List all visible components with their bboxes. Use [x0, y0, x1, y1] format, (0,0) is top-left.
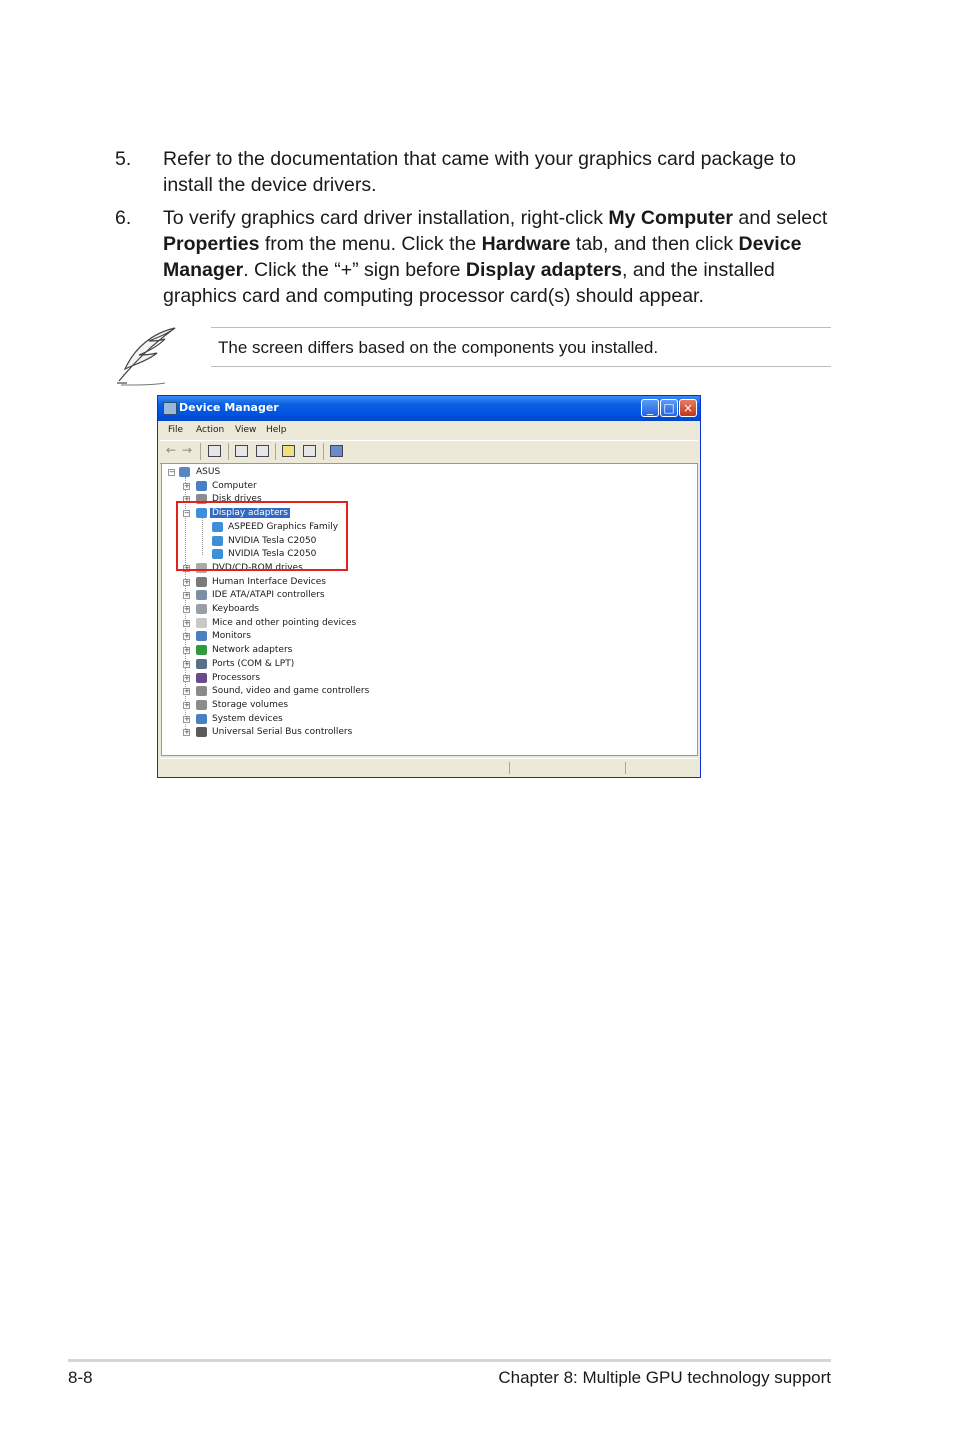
status-cell [625, 762, 694, 774]
menu-view[interactable]: View [235, 425, 257, 435]
expand-icon[interactable]: + [184, 563, 190, 572]
device-icon [196, 727, 207, 737]
tree-item-label: Ports (COM & LPT) [212, 658, 295, 669]
tree-item-label: Display adapters [212, 508, 288, 519]
bold-term: Properties [163, 233, 260, 255]
maximize-button[interactable]: □ [660, 399, 678, 417]
footer-rule [68, 1359, 831, 1362]
forward-arrow-icon[interactable]: → [182, 443, 193, 457]
tree-item-label: Processors [212, 672, 261, 683]
step-number: 5. [115, 148, 132, 170]
expand-icon[interactable]: + [184, 495, 190, 504]
text-segment: , and the installed graphics card and computing processor card(s) should appear. [163, 259, 775, 307]
tree-item-label: Computer [212, 480, 257, 491]
text-segment: . Click the “+” sign before [243, 259, 466, 281]
menu-bar [160, 421, 698, 439]
status-cell [509, 762, 620, 774]
device-icon [196, 700, 207, 710]
expand-icon[interactable]: + [184, 687, 190, 696]
text-segment: tab, and then click [570, 233, 739, 255]
expand-icon[interactable]: + [184, 714, 190, 723]
properties-icon[interactable] [235, 445, 248, 457]
device-icon [196, 631, 207, 641]
tree-item-label: ASPEED Graphics Family [228, 521, 339, 532]
scan-hardware-icon[interactable] [330, 445, 343, 457]
menu-help[interactable]: Help [266, 425, 287, 435]
toolbar-separator [228, 443, 229, 460]
tree-item-label: Human Interface Devices [212, 576, 326, 587]
step-text [163, 205, 835, 309]
expand-icon[interactable]: + [184, 659, 190, 668]
window-title: Device Manager [179, 401, 279, 414]
expand-icon[interactable]: + [184, 700, 190, 709]
tree-item-label: NVIDIA Tesla C2050 [228, 549, 317, 560]
bold-term: Device Manager [163, 233, 802, 281]
device-icon [196, 645, 207, 655]
tree-item-label: Universal Serial Bus controllers [212, 727, 353, 738]
minimize-button[interactable]: _ [641, 399, 659, 417]
toolbar-separator [200, 443, 201, 460]
help-icon[interactable] [282, 445, 295, 457]
tree-item-label: Monitors [212, 631, 251, 642]
print-icon[interactable] [256, 445, 269, 457]
page-number: 8-8 [68, 1368, 93, 1387]
expand-icon[interactable]: + [184, 618, 190, 627]
expand-icon[interactable]: + [184, 577, 190, 586]
text-segment: from the menu. Click the [259, 233, 482, 255]
expand-icon[interactable]: + [184, 673, 190, 682]
expand-icon[interactable]: + [184, 646, 190, 655]
tree-item-label: System devices [212, 713, 283, 724]
show-hide-console-tree-icon[interactable] [208, 445, 221, 457]
toolbar-separator [323, 443, 324, 460]
bold-term: Hardware [481, 233, 571, 255]
tree-item-label: DVD/CD-ROM drives [212, 562, 303, 573]
menu-file[interactable]: File [168, 425, 184, 435]
back-arrow-icon[interactable]: ← [166, 443, 177, 457]
device-icon [196, 659, 207, 669]
feather-pen-icon [113, 325, 181, 387]
menu-action[interactable]: Action [196, 425, 225, 435]
text-segment: Refer to the documentation that came with your graphics card package to install the device drivers. [163, 148, 797, 196]
expand-icon[interactable]: + [184, 632, 190, 641]
tree-item-label: Disk drives [212, 494, 262, 505]
note-text: The screen differs based on the components you installed. [218, 338, 659, 357]
text-segment: and select [733, 207, 828, 229]
chapter-title: Chapter 8: Multiple GPU technology support [498, 1368, 831, 1387]
toolbar-separator [275, 443, 276, 460]
step-text [163, 146, 835, 198]
device-manager-window [157, 395, 701, 778]
title-bar[interactable] [158, 396, 700, 421]
step-6 [115, 205, 835, 309]
device-icon [196, 618, 207, 628]
status-bar [160, 758, 698, 776]
view-icon[interactable] [303, 445, 316, 457]
collapse-icon[interactable]: − [184, 509, 190, 518]
tree-item-label: Network adapters [212, 645, 293, 656]
expand-icon[interactable]: + [184, 591, 190, 600]
tree-item-label: Keyboards [212, 604, 259, 614]
expand-icon[interactable]: + [184, 605, 190, 613]
device-icon [196, 686, 207, 696]
bold-term: Display adapters [465, 259, 622, 281]
expand-icon[interactable]: + [184, 481, 190, 490]
tree-root-label: ASUS [196, 467, 221, 477]
device-manager-icon [163, 402, 177, 415]
device-icon [196, 604, 207, 614]
step-5 [115, 146, 835, 198]
device-icon [196, 590, 207, 600]
device-icon [196, 673, 207, 683]
bold-term: My Computer [608, 207, 733, 229]
collapse-icon[interactable]: − [169, 468, 175, 476]
device-icon [196, 577, 207, 587]
toolbar [160, 440, 698, 464]
note-box [211, 327, 831, 367]
tree-item-label: Storage volumes [212, 699, 289, 710]
tree-item-label: Mice and other pointing devices [212, 617, 357, 628]
tree-item-label: IDE ATA/ATAPI controllers [212, 590, 325, 601]
step-number: 6. [115, 207, 132, 229]
close-button[interactable]: × [679, 399, 697, 417]
text-segment: To verify graphics card driver installation, right-click [163, 207, 609, 229]
tree-item-label: NVIDIA Tesla C2050 [228, 535, 317, 546]
computer-icon [179, 467, 190, 477]
tree-item-label: Sound, video and game controllers [212, 686, 370, 697]
device-icon [196, 714, 207, 724]
display-adapters-highlight-box [176, 501, 348, 571]
device-icon [196, 481, 207, 491]
expand-icon[interactable]: + [184, 728, 190, 737]
